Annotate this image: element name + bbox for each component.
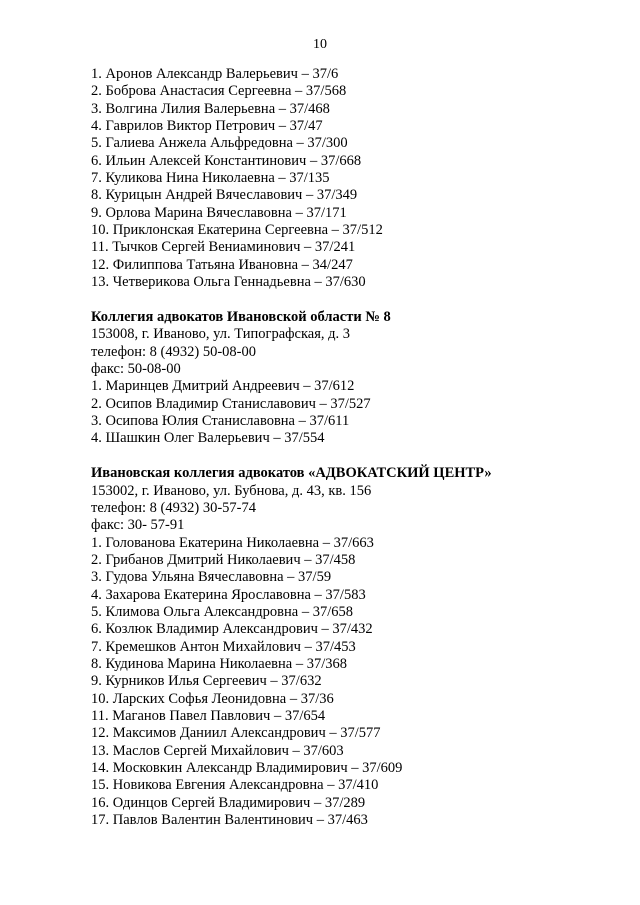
- list-item: 7. Кремешков Антон Михайлович – 37/453: [91, 638, 356, 655]
- section-fax: факс: 30- 57-91: [91, 517, 185, 534]
- first-member-list: [91, 66, 611, 291]
- document-body: [91, 66, 611, 829]
- list-item: 2. Грибанов Дмитрий Николаевич – 37/458: [91, 551, 356, 568]
- list-item: 4. Шашкин Олег Валерьевич – 37/554: [91, 430, 325, 447]
- list-item: 11. Маганов Павел Павлович – 37/654: [91, 708, 326, 725]
- list-item: 2. Осипов Владимир Станиславович – 37/527: [91, 395, 371, 412]
- list-item: 2. Боброва Анастасия Сергеевна – 37/568: [91, 83, 347, 100]
- list-item: 11. Тычков Сергей Вениаминович – 37/241: [91, 239, 356, 256]
- list-item: 3. Осипова Юлия Станиславовна – 37/611: [91, 413, 350, 430]
- list-item: 1. Маринцев Дмитрий Андреевич – 37/612: [91, 378, 355, 395]
- section-title: Коллегия адвокатов Ивановской области № 8: [91, 308, 391, 325]
- list-item: 13. Маслов Сергей Михайлович – 37/603: [91, 742, 344, 759]
- list-item: 12. Максимов Даниил Александрович – 37/577: [91, 725, 381, 742]
- list-item: 10. Приклонская Екатерина Сергеевна – 37/512: [91, 222, 383, 239]
- list-item: 17. Павлов Валентин Валентинович – 37/463: [91, 812, 368, 829]
- page-number: 10: [313, 37, 327, 52]
- list-item: 9. Орлова Марина Вячеславовна – 37/171: [91, 204, 347, 221]
- list-item: 14. Московкин Александр Владимирович – 37/609: [91, 760, 403, 777]
- list-item: 5. Галиева Анжела Альфредовна – 37/300: [91, 135, 348, 152]
- section-advocate-center: [91, 465, 611, 829]
- list-item: 4. Гаврилов Виктор Петрович – 37/47: [91, 118, 323, 135]
- list-item: 3. Гудова Ульяна Вячеславовна – 37/59: [91, 569, 332, 586]
- list-item: 12. Филиппова Татьяна Ивановна – 34/247: [91, 256, 353, 273]
- section-fax: факс: 50-08-00: [91, 361, 181, 377]
- list-item: 1. Голованова Екатерина Николаевна – 37/663: [91, 534, 374, 551]
- list-item: 3. Волгина Лилия Валерьевна – 37/468: [91, 100, 330, 117]
- list-item: 4. Захарова Екатерина Ярославовна – 37/583: [91, 586, 366, 603]
- list-item: 13. Четверикова Ольга Геннадьевна – 37/630: [91, 274, 366, 291]
- list-item: 6. Ильин Алексей Константинович – 37/668: [91, 152, 362, 169]
- section-title: Ивановская коллегия адвокатов «АДВОКАТСКИЙ ЦЕНТР»: [91, 465, 492, 482]
- section-address: 153002, г. Иваново, ул. Бубнова, д. 43, кв. 156: [91, 482, 372, 499]
- list-item: 7. Куликова Нина Николаевна – 37/135: [91, 170, 330, 187]
- list-item: 10. Ларских Софья Леонидовна – 37/36: [91, 690, 334, 707]
- list-item: 8. Кудинова Марина Николаевна – 37/368: [91, 656, 347, 672]
- section-address: 153008, г. Иваново, ул. Типографская, д. 3: [91, 326, 351, 343]
- list-item: 8. Курицын Андрей Вячеславович – 37/349: [91, 187, 358, 204]
- section-phone: телефон: 8 (4932) 50-08-00: [91, 343, 256, 360]
- list-item: 9. Курников Илья Сергеевич – 37/632: [91, 673, 322, 690]
- section-bar-association-8: [91, 309, 611, 448]
- list-item: 6. Козлюк Владимир Александрович – 37/432: [91, 621, 373, 638]
- list-item: 16. Одинцов Сергей Владимирович – 37/289: [91, 794, 366, 811]
- list-item: 1. Аронов Александр Валерьевич – 37/6: [91, 66, 339, 82]
- section-phone: телефон: 8 (4932) 30-57-74: [91, 499, 256, 516]
- list-item: 15. Новикова Евгения Александровна – 37/410: [91, 777, 379, 794]
- list-item: 5. Климова Ольга Александровна – 37/658: [91, 603, 353, 620]
